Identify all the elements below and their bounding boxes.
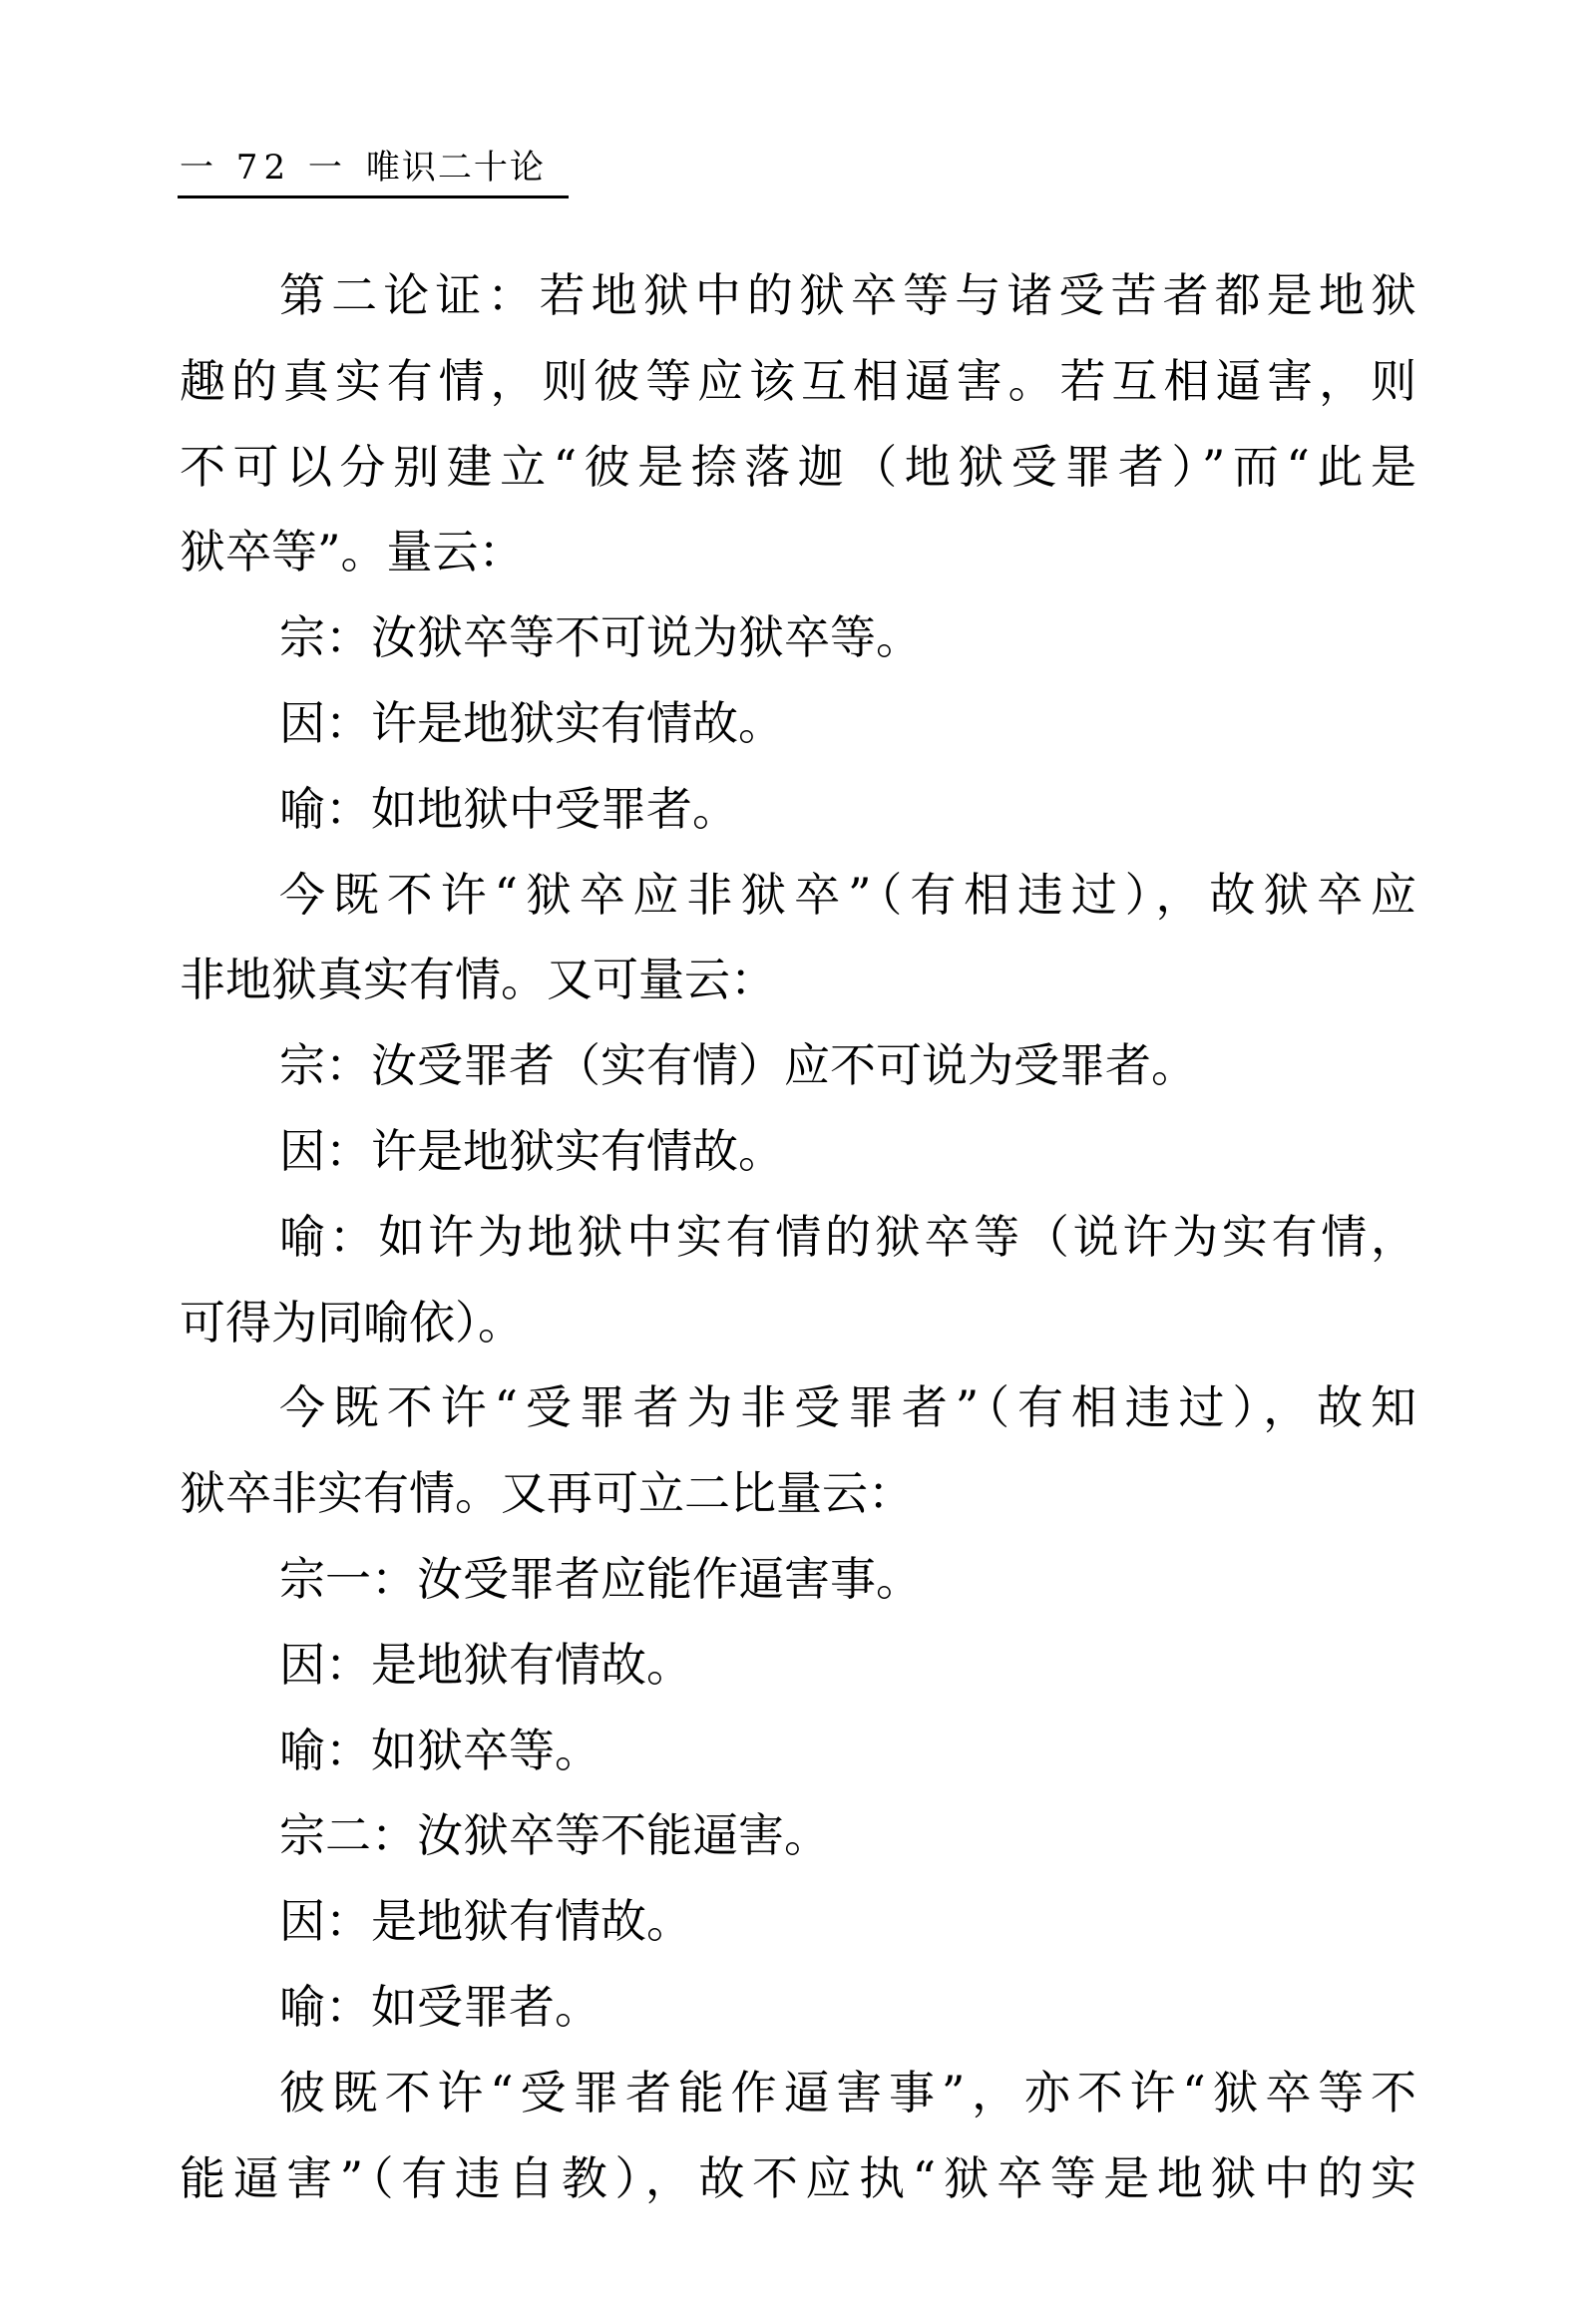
text-line: 趣的真实有情，则彼等应该互相逼害。若互相逼害，则 [180, 353, 1416, 408]
text-line: 宗一：汝受罪者应能作逼害事。 [279, 1551, 922, 1606]
body-text [180, 253, 1416, 2221]
text-line: 能逼害”（有违自教），故不应执“狱卒等是地狱中的实 [180, 2150, 1416, 2205]
text-line: 今既不许“受罪者为非受罪者”（有相违过），故知 [279, 1380, 1416, 1435]
text-line: 宗：汝狱卒等不可说为狱卒等。 [279, 610, 922, 665]
text-line: 因：是地狱有情故。 [279, 1894, 692, 1949]
text-line: 喻：如狱卒等。 [279, 1723, 600, 1777]
text-line: 宗：汝受罪者（实有情）应不可说为受罪者。 [279, 1038, 1197, 1093]
text-line: 狱卒非实有情。又再可立二比量云： [180, 1466, 914, 1521]
book-title: 唯识二十论 [365, 148, 546, 188]
text-line: 宗二：汝狱卒等不能逼害。 [279, 1808, 830, 1863]
text-line: 非地狱真实有情。又可量云： [180, 953, 776, 1007]
text-line: 喻：如受罪者。 [279, 1979, 600, 2034]
text-line: 第二论证：若地狱中的狱卒等与诸受苦者都是地狱 [279, 268, 1416, 322]
text-line: 因：是地狱有情故。 [279, 1637, 692, 1692]
text-line: 喻：如许为地狱中实有情的狱卒等（说许为实有情， [279, 1209, 1416, 1264]
text-line: 不可以分别建立“彼是捺落迦（地狱受罪者）”而“此是 [180, 439, 1416, 494]
text-line: 今既不许“狱卒应非狱卒”（有相违过），故狱卒应 [279, 867, 1416, 922]
page-number: 一 72 一 [180, 148, 348, 188]
header-rule [178, 195, 569, 198]
text-line: 可得为同喻依）。 [180, 1295, 524, 1349]
text-line: 狱卒等”。量云： [180, 525, 525, 579]
text-line: 因：许是地狱实有情故。 [279, 1123, 784, 1178]
text-line: 彼既不许“受罪者能作逼害事”，亦不许“狱卒等不 [279, 2065, 1416, 2119]
text-line: 喻：如地狱中受罪者。 [279, 781, 738, 836]
running-header [180, 148, 546, 188]
text-line: 因：许是地狱实有情故。 [279, 695, 784, 750]
